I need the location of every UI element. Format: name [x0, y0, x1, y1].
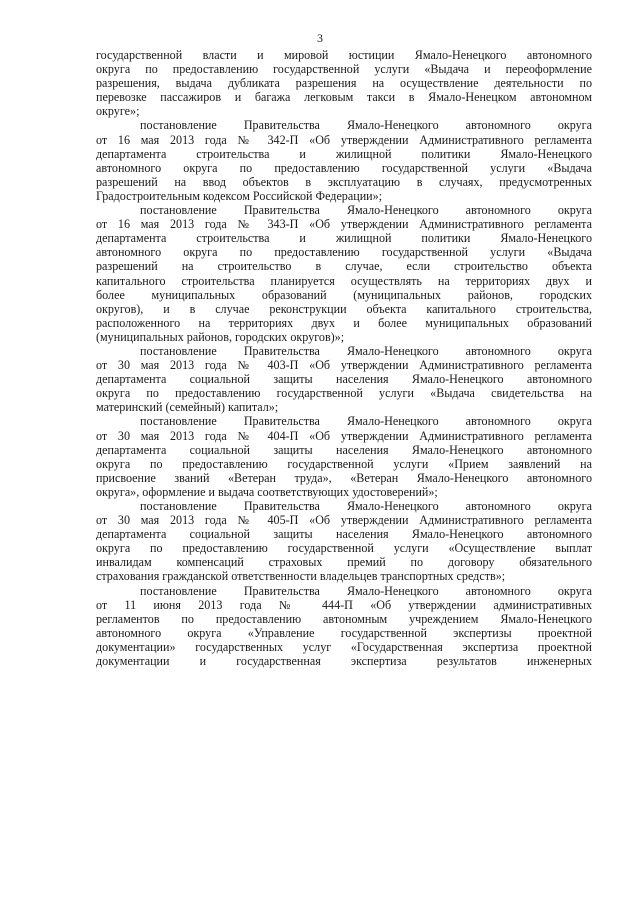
- text-line: департамента социальной защиты населения Ямало-Ненецкого автономного: [96, 527, 592, 542]
- text-line: более муниципальных образований (муниципальных районов, городских: [96, 287, 592, 302]
- text-line: расположенного на территориях двух и более муниципальных образований: [96, 315, 592, 330]
- text-line: постановление Правительства Ямало-Ненецкого автономного округа: [140, 499, 592, 513]
- text-line: перевозке пассажиров и багажа легковым такси в Ямало-Ненецком автономном: [96, 90, 592, 105]
- text-line: автономного округа «Управление государственной экспертизы проектной: [96, 625, 592, 640]
- text-line: округа по предоставлению государственной услуги «Выдача свидетельства на: [96, 386, 592, 401]
- text-line: округов), и в случае реконструкции объекта капитального строительства,: [96, 301, 592, 316]
- text-line: присвоение званий «Ветеран труда», «Ветеран Ямало-Ненецкого автономного: [96, 470, 592, 485]
- text-line: (муниципальных районов, городских округов)»;: [96, 329, 345, 344]
- text-line: от 30 мая 2013 года № 404-П «Об утверждении Административного регламента: [96, 428, 592, 443]
- text-line: постановление Правительства Ямало-Ненецкого автономного округа: [140, 203, 592, 218]
- text-line: страхования гражданской ответственности владельцев транспортных средств»;: [96, 569, 506, 584]
- text-line: департамента социальной защиты населения Ямало-Ненецкого автономного: [96, 372, 592, 387]
- text-line: округа по предоставлению государственной услуги «Прием заявлений на: [96, 456, 592, 471]
- text-line: инвалидам компенсаций страховых премий по договору обязательного: [96, 555, 592, 570]
- text-line: постановление Правительства Ямало-Ненецкого автономного округа: [140, 414, 592, 429]
- text-line: от 30 мая 2013 года № 405-П «Об утверждении Административного регламента: [96, 513, 592, 528]
- text-line: Градостроительным кодексом Российской Федерации»;: [96, 188, 383, 203]
- text-line: округа по предоставлению государственной услуги «Осуществление выплат: [96, 541, 592, 556]
- text-line: департамента строительства и жилищной политики Ямало-Ненецкого: [96, 231, 592, 246]
- text-line: капитального строительства планируется осуществлять на территориях двух и: [96, 273, 592, 288]
- text-line: от 16 мая 2013 года № 342-П «Об утверждении Административного регламента: [96, 132, 592, 147]
- text-line: документации» государственных услуг «Государственная экспертиза проектной: [96, 639, 592, 654]
- text-line: постановление Правительства Ямало-Ненецкого автономного округа: [140, 583, 592, 598]
- text-line: разрешения, выдача дубликата разрешения на осуществление деятельности по: [96, 76, 592, 91]
- text-line: департамента социальной защиты населения Ямало-Ненецкого автономного: [96, 442, 592, 457]
- text-line: постановление Правительства Ямало-Ненецкого автономного округа: [140, 118, 592, 133]
- page-number: 3: [317, 31, 323, 45]
- text-line: округа по предоставлению государственной услуги «Выдача и переоформление: [96, 62, 592, 77]
- text-line: автономного округа по предоставлению государственной услуги «Выдача: [96, 245, 592, 260]
- text-line: государственной власти и мировой юстиции Ямало-Ненецкого автономного: [96, 48, 592, 62]
- text-line: округа», оформление и выдача соответствующих удостоверений»;: [96, 484, 438, 499]
- text-line: документации и государственная экспертиза результатов инженерных: [96, 654, 592, 669]
- text-line: постановление Правительства Ямало-Ненецкого автономного округа: [140, 343, 592, 358]
- text-line: разрешений на строительство в случае, если строительство объекта: [96, 259, 592, 274]
- text-line: от 16 мая 2013 года № 343-П «Об утверждении Административного регламента: [96, 217, 592, 232]
- document-body: [96, 48, 592, 668]
- text-line: от 11 июня 2013 года № 444-П «Об утверждении административных: [96, 597, 592, 612]
- text-line: округе»;: [96, 104, 140, 119]
- text-line: автономного округа по предоставлению государственной услуги «Выдача: [96, 160, 592, 175]
- text-line: разрешений на ввод объектов в эксплуатацию в случаях, предусмотренных: [96, 174, 592, 189]
- text-line: материнский (семейный) капитал»;: [96, 400, 279, 415]
- text-line: регламентов по предоставлению автономным учреждением Ямало-Ненецкого: [96, 611, 592, 626]
- text-line: департамента строительства и жилищной политики Ямало-Ненецкого: [96, 146, 592, 161]
- text-line: от 30 мая 2013 года № 403-П «Об утверждении Административного регламента: [96, 358, 592, 373]
